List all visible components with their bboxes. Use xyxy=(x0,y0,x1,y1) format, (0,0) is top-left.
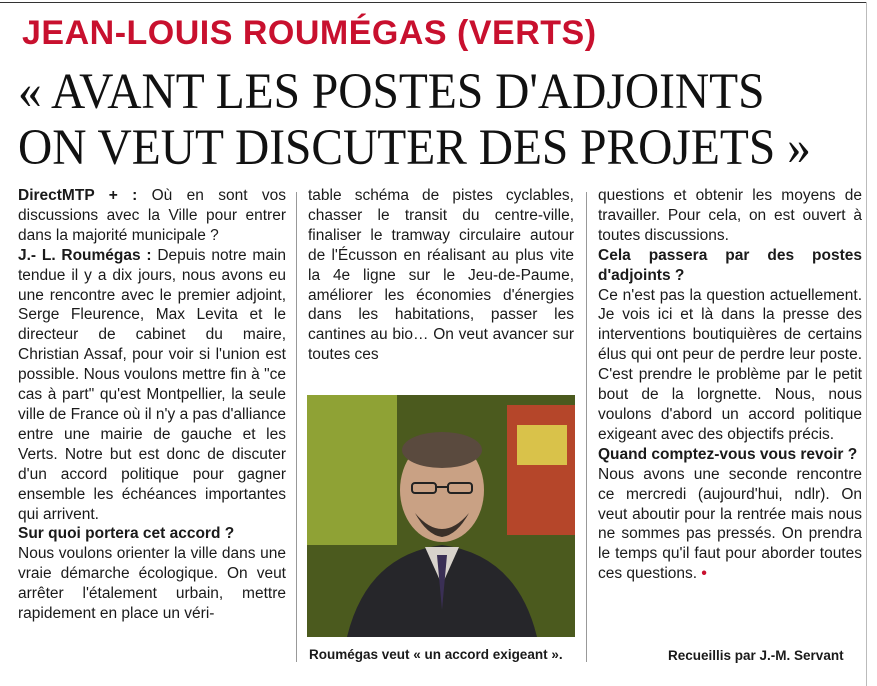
portrait-illustration xyxy=(307,395,575,637)
column-2 xyxy=(308,186,574,365)
column-divider-1 xyxy=(296,192,297,662)
headline xyxy=(18,64,809,176)
headline-line-2: ON VEUT DISCUTER DES PROJETS » xyxy=(18,120,811,176)
author-credit: Recueillis par J.-M. Servant xyxy=(668,648,844,663)
column-3 xyxy=(598,186,862,584)
top-rule xyxy=(0,2,866,3)
question-4: Quand comptez-vous vous revoir ? xyxy=(598,445,858,463)
answer-1 xyxy=(18,246,286,525)
answer-4-text: Nous avons une seconde rencontre ce mercredi (aujourd'hui, ndlr). On veut aboutir pour la rentrée mais nous ne sommes pas pressés. On prendra le temps qu'il faut pour aborder toutes ces questions. xyxy=(598,465,862,583)
headline-line-1: « AVANT LES POSTES D'ADJOINTS xyxy=(18,64,765,120)
answer-2-end: questions et obtenir les moyens de travailler. Pour cela, on est ouvert à toutes discussions. xyxy=(598,187,862,244)
column-1 xyxy=(18,186,286,624)
question-3: Cela passera par des postes d'adjoints ? xyxy=(598,246,862,284)
right-rule xyxy=(866,2,867,686)
answer-2-start: Nous voulons orienter la ville dans une vraie démarche écologique. On veut arrêter l'étalement urbain, mettre rapidement en place un véri- xyxy=(18,545,286,623)
question-1 xyxy=(18,186,286,246)
portrait-photo xyxy=(307,395,575,637)
answer-3: Ce n'est pas la question actuellement. Je vois ici et là dans la presse des interventions boutiquières de certains élus qui ont peur de perdre leur poste. C'est prendre le problème par le petit bout de la lorgnette. Nous, nous voulons d'abord un accord politique exigeant avec des objectifs précis. xyxy=(598,286,862,443)
answer-1-label: J.- L. Roumégas : xyxy=(18,246,152,264)
question-1-text: Où en sont vos discussions avec la Ville pour entrer dans la majorité municipale ? xyxy=(18,187,286,244)
end-bullet: • xyxy=(701,565,707,583)
answer-4 xyxy=(598,465,862,584)
answer-2-continued: table schéma de pistes cyclables, chasser le transit du centre-ville, finaliser le tramway circulaire autour de l'Écusson en réalisant au plus vite la 4e ligne sur le Jeu-de-Paume, améliorer les économies d'énergies dans les habitations, passer les cantines au bio… On veut avancer sur toutes ces xyxy=(308,187,574,364)
question-2: Sur quoi portera cet accord ? xyxy=(18,525,235,543)
kicker-title: JEAN-LOUIS ROUMÉGAS (VERTS) xyxy=(22,14,597,52)
column-divider-2 xyxy=(586,192,587,662)
question-1-label: DirectMTP + : xyxy=(18,187,138,204)
photo-caption: Roumégas veut « un accord exigeant ». xyxy=(309,647,563,662)
answer-1-text: Depuis notre main tendue il y a dix jours, nous avons eu une rencontre avec le premier adjoint, Serge Fleurence, Max Levita et le directeur de cabinet du maire, Christian Assaf, pour voir si l'union est possible. Nous voulons mettre fin à "ce cas à part" qu'est Montpellier, la seule ville de France où il n'y a pas d'alliance entre une mairie de gauche et les Verts. Notre but est donc de discuter d'un accord politique pour gagner ensemble les échéances importantes qui arrivent. xyxy=(18,246,286,523)
